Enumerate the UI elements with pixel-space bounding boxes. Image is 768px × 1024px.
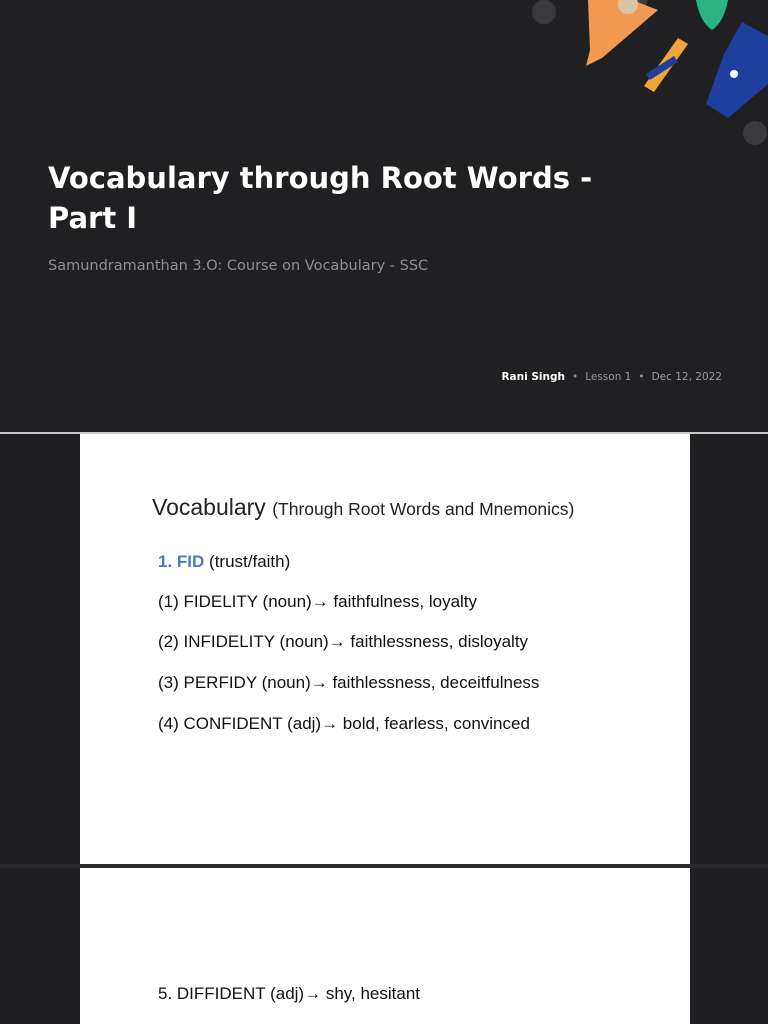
meta-separator: • <box>638 371 645 383</box>
lesson-date: Dec 12, 2022 <box>651 371 722 383</box>
root-meaning: (trust/faith) <box>209 552 291 571</box>
slide-heading <box>152 494 574 521</box>
vocab-entry: (3) PERFIDY (noun)→ faithlessness, deceitfulness <box>158 673 540 692</box>
root-word <box>158 552 290 572</box>
vocab-entry: (2) INFIDELITY (noun)→ faithlessness, disloyalty <box>158 632 529 651</box>
lesson-number: Lesson 1 <box>585 371 632 383</box>
vocabulary-slide-continued <box>80 868 690 1024</box>
vocab-entry: (4) CONFIDENT (adj)→ bold, fearless, convinced <box>158 714 530 733</box>
root-label: 1. FID <box>158 552 205 571</box>
vocab-entry: 5. DIFFIDENT (adj)→ shy, hesitant <box>158 984 420 1003</box>
heading-main: Vocabulary <box>152 494 266 520</box>
vocabulary-slide <box>80 434 690 864</box>
page-title: Vocabulary through Root Words - Part I <box>48 161 593 235</box>
author-name: Rani Singh <box>501 371 565 383</box>
stationery-decoration-icon <box>528 0 768 160</box>
lesson-meta <box>501 371 722 383</box>
course-subtitle: Samundramanthan 3.O: Course on Vocabulary - SSC <box>48 258 429 274</box>
vocab-entry: (1) FIDELITY (noun)→ faithfulness, loyalty <box>158 592 478 611</box>
heading-sub: (Through Root Words and Mnemonics) <box>272 499 575 519</box>
cover-slide <box>0 0 768 434</box>
meta-separator: • <box>572 371 579 383</box>
